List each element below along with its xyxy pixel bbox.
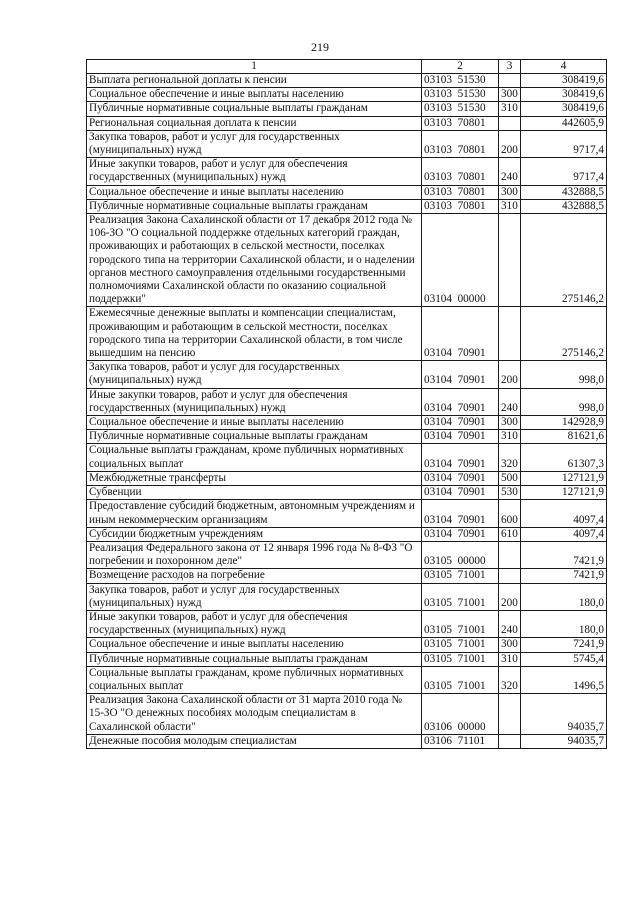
row-vr-cell: 200: [499, 361, 521, 388]
row-amount-cell: 998,0: [521, 361, 607, 388]
row-name-cell: Предоставление субсидий бюджетным, автономным учреждениям и иным некоммерческим организациям: [87, 500, 422, 527]
row-name-cell: Реализация Закона Сахалинской области от 31 марта 2010 года № 15-ЗО "О денежных пособиях молодым специалистам в Сахалинской области": [87, 694, 422, 735]
row-amount-cell: 308419,6: [521, 102, 607, 116]
row-vr-cell: 240: [499, 388, 521, 415]
row-code-cell: 03105 71001: [422, 638, 499, 652]
row-code-cell: 03104 70901: [422, 471, 499, 485]
row-amount-cell: 9717,4: [521, 130, 607, 157]
row-code-cell: 03103 51530: [422, 74, 499, 88]
table-row: [87, 185, 607, 199]
row-name-cell: Публичные нормативные социальные выплаты гражданам: [87, 199, 422, 213]
table-row: [87, 583, 607, 610]
row-vr-cell: 310: [499, 430, 521, 444]
row-name-cell: Социальные выплаты гражданам, кроме публичных нормативных социальных выплат: [87, 666, 422, 693]
table-row: [87, 569, 607, 583]
row-code-cell: 03105 71001: [422, 583, 499, 610]
row-code-cell: 03104 70901: [422, 307, 499, 361]
row-code-cell: 03103 70801: [422, 116, 499, 130]
table-row: [87, 694, 607, 735]
table-row: [87, 416, 607, 430]
row-name-cell: Закупка товаров, работ и услуг для государственных (муниципальных) нужд: [87, 130, 422, 157]
table-row: [87, 666, 607, 693]
row-amount-cell: 4097,4: [521, 500, 607, 527]
row-amount-cell: 442605,9: [521, 116, 607, 130]
table-row: [87, 307, 607, 361]
table-row: [87, 388, 607, 415]
row-amount-cell: 7241,9: [521, 638, 607, 652]
row-name-cell: Социальное обеспечение и иные выплаты населению: [87, 638, 422, 652]
row-code-cell: 03104 70901: [422, 500, 499, 527]
row-amount-cell: 94035,7: [521, 734, 607, 748]
row-amount-cell: 180,0: [521, 610, 607, 637]
row-name-cell: Социальные выплаты гражданам, кроме публичных нормативных социальных выплат: [87, 444, 422, 471]
row-name-cell: Закупка товаров, работ и услуг для государственных (муниципальных) нужд: [87, 583, 422, 610]
row-amount-cell: 4097,4: [521, 527, 607, 541]
row-name-cell: Публичные нормативные социальные выплаты гражданам: [87, 102, 422, 116]
row-name-cell: Субвенции: [87, 486, 422, 500]
row-amount-cell: 308419,6: [521, 88, 607, 102]
row-amount-cell: 127121,9: [521, 471, 607, 485]
row-vr-cell: 310: [499, 102, 521, 116]
table-body: [87, 74, 607, 749]
table-row: [87, 116, 607, 130]
row-vr-cell: 320: [499, 444, 521, 471]
row-name-cell: Закупка товаров, работ и услуг для государственных (муниципальных) нужд: [87, 361, 422, 388]
row-code-cell: 03106 00000: [422, 694, 499, 735]
row-name-cell: Иные закупки товаров, работ и услуг для обеспечения государственных (муниципальных) нужд: [87, 158, 422, 185]
row-amount-cell: 9717,4: [521, 158, 607, 185]
row-vr-cell: 300: [499, 638, 521, 652]
row-amount-cell: 81621,6: [521, 430, 607, 444]
page-number: 219: [311, 40, 329, 54]
row-amount-cell: 7421,9: [521, 541, 607, 568]
row-amount-cell: 142928,9: [521, 416, 607, 430]
row-amount-cell: 7421,9: [521, 569, 607, 583]
row-vr-cell: [499, 214, 521, 307]
row-amount-cell: 998,0: [521, 388, 607, 415]
row-vr-cell: 310: [499, 199, 521, 213]
header-row: [87, 60, 607, 74]
table-row: [87, 102, 607, 116]
row-name-cell: Возмещение расходов на погребение: [87, 569, 422, 583]
table-row: [87, 199, 607, 213]
row-amount-cell: 432888,5: [521, 199, 607, 213]
row-name-cell: Социальное обеспечение и иные выплаты населению: [87, 88, 422, 102]
table-row: [87, 527, 607, 541]
table-row: [87, 610, 607, 637]
row-code-cell: 03104 70901: [422, 527, 499, 541]
row-name-cell: Межбюджетные трансферты: [87, 471, 422, 485]
row-vr-cell: 320: [499, 666, 521, 693]
table-row: [87, 486, 607, 500]
row-code-cell: 03105 71001: [422, 610, 499, 637]
row-code-cell: 03103 70801: [422, 130, 499, 157]
row-code-cell: 03106 71101: [422, 734, 499, 748]
row-vr-cell: 240: [499, 610, 521, 637]
table-row: [87, 500, 607, 527]
row-code-cell: 03105 71001: [422, 569, 499, 583]
row-code-cell: 03103 70801: [422, 199, 499, 213]
table-row: [87, 158, 607, 185]
row-amount-cell: 5745,4: [521, 652, 607, 666]
row-amount-cell: 127121,9: [521, 486, 607, 500]
row-code-cell: 03105 71001: [422, 666, 499, 693]
row-amount-cell: 61307,3: [521, 444, 607, 471]
row-vr-cell: [499, 541, 521, 568]
row-vr-cell: 500: [499, 471, 521, 485]
row-amount-cell: 432888,5: [521, 185, 607, 199]
row-code-cell: 03105 71001: [422, 652, 499, 666]
header-col-name: 1: [87, 60, 422, 74]
row-vr-cell: 300: [499, 185, 521, 199]
row-code-cell: 03103 51530: [422, 102, 499, 116]
table-row: [87, 130, 607, 157]
row-vr-cell: [499, 694, 521, 735]
row-vr-cell: 530: [499, 486, 521, 500]
row-amount-cell: 275146,2: [521, 307, 607, 361]
row-vr-cell: 200: [499, 130, 521, 157]
table-row: [87, 430, 607, 444]
row-vr-cell: [499, 307, 521, 361]
row-vr-cell: 300: [499, 88, 521, 102]
row-code-cell: 03103 70801: [422, 185, 499, 199]
row-name-cell: Публичные нормативные социальные выплаты гражданам: [87, 430, 422, 444]
row-vr-cell: 600: [499, 500, 521, 527]
table-row: [87, 734, 607, 748]
table-row: [87, 652, 607, 666]
row-name-cell: Публичные нормативные социальные выплаты гражданам: [87, 652, 422, 666]
row-code-cell: 03104 70901: [422, 444, 499, 471]
row-name-cell: Социальное обеспечение и иные выплаты населению: [87, 185, 422, 199]
row-vr-cell: 310: [499, 652, 521, 666]
row-code-cell: 03104 70901: [422, 486, 499, 500]
row-name-cell: Выплата региональной доплаты к пенсии: [87, 74, 422, 88]
row-code-cell: 03104 70901: [422, 361, 499, 388]
row-name-cell: Региональная социальная доплата к пенсии: [87, 116, 422, 130]
row-name-cell: Ежемесячные денежные выплаты и компенсации специалистам, проживающим и работающим в сельской местности, поселках городского типа на территории Сахалинской области, в том числе вышедшим на пенсию: [87, 307, 422, 361]
row-code-cell: 03103 51530: [422, 88, 499, 102]
row-name-cell: Субсидии бюджетным учреждениям: [87, 527, 422, 541]
row-name-cell: Иные закупки товаров, работ и услуг для обеспечения государственных (муниципальных) нужд: [87, 610, 422, 637]
row-name-cell: Реализация Закона Сахалинской области от 17 декабря 2012 года № 106-ЗО "О социальной поддержке отдельных категорий граждан, проживающих и работающих в сельской местности, поселках городского типа на территории Сахалинской области, и о наделении органов местного самоуправления отдельными государственными полномочиями Сахалинской области по оказанию социальной поддержки": [87, 214, 422, 307]
row-name-cell: Реализация Федерального закона от 12 января 1996 года № 8-ФЗ "О погребении и похоронном деле": [87, 541, 422, 568]
table-row: [87, 88, 607, 102]
header-col-amount: 4: [521, 60, 607, 74]
table-row: [87, 361, 607, 388]
row-amount-cell: 275146,2: [521, 214, 607, 307]
row-code-cell: 03104 70901: [422, 430, 499, 444]
row-name-cell: Иные закупки товаров, работ и услуг для обеспечения государственных (муниципальных) нужд: [87, 388, 422, 415]
row-vr-cell: [499, 116, 521, 130]
row-code-cell: 03103 70801: [422, 158, 499, 185]
row-vr-cell: [499, 74, 521, 88]
row-vr-cell: 300: [499, 416, 521, 430]
row-code-cell: 03104 00000: [422, 214, 499, 307]
row-code-cell: 03105 00000: [422, 541, 499, 568]
row-code-cell: 03104 70901: [422, 388, 499, 415]
row-amount-cell: 1496,5: [521, 666, 607, 693]
row-vr-cell: 610: [499, 527, 521, 541]
row-vr-cell: [499, 569, 521, 583]
table-row: [87, 74, 607, 88]
row-vr-cell: [499, 734, 521, 748]
header-col-vr: 3: [499, 60, 521, 74]
table-row: [87, 541, 607, 568]
row-name-cell: Социальное обеспечение и иные выплаты населению: [87, 416, 422, 430]
row-vr-cell: 240: [499, 158, 521, 185]
row-vr-cell: 200: [499, 583, 521, 610]
row-amount-cell: 308419,6: [521, 74, 607, 88]
header-col-code: 2: [422, 60, 499, 74]
row-amount-cell: 180,0: [521, 583, 607, 610]
row-name-cell: Денежные пособия молодым специалистам: [87, 734, 422, 748]
table-row: [87, 638, 607, 652]
table-row: [87, 471, 607, 485]
row-code-cell: 03104 70901: [422, 416, 499, 430]
row-amount-cell: 94035,7: [521, 694, 607, 735]
table-row: [87, 444, 607, 471]
budget-table: [86, 59, 607, 749]
table-row: [87, 214, 607, 307]
